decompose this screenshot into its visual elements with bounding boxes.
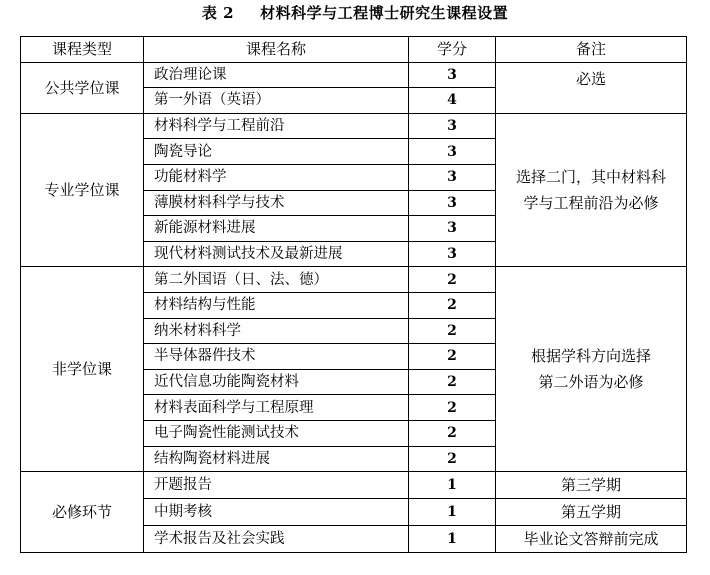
course-note: 第三学期 [496, 472, 687, 499]
table-row [21, 62, 687, 88]
course-name: 近代信息功能陶瓷材料 [144, 369, 409, 395]
course-name: 新能源材料进展 [144, 216, 409, 242]
course-category: 专业学位课 [21, 113, 144, 267]
table-number: 表 2 [201, 4, 235, 22]
course-table [20, 36, 687, 553]
table-row [21, 113, 687, 139]
course-credit: 2 [409, 318, 496, 344]
course-credit: 2 [409, 420, 496, 446]
course-name: 结构陶瓷材料进展 [144, 446, 409, 472]
course-note: 第五学期 [496, 499, 687, 526]
header-credit: 学分 [409, 37, 496, 63]
course-credit: 1 [409, 526, 496, 553]
note-line: 选择二门，其中材料科 [515, 168, 666, 187]
course-credit: 3 [409, 164, 496, 190]
course-note [496, 62, 687, 113]
course-name: 学术报告及社会实践 [144, 526, 409, 553]
table-body [21, 62, 687, 553]
note-line: 必选 [575, 69, 606, 88]
course-name: 陶瓷导论 [144, 139, 409, 165]
course-name: 薄膜材料科学与技术 [144, 190, 409, 216]
course-note [496, 267, 687, 472]
course-credit: 3 [409, 216, 496, 242]
course-name: 材料表面科学与工程原理 [144, 395, 409, 421]
course-credit: 2 [409, 267, 496, 293]
course-category: 公共学位课 [21, 62, 144, 113]
course-name: 材料结构与性能 [144, 292, 409, 318]
table-caption [0, 2, 710, 23]
course-name: 半导体器件技术 [144, 344, 409, 370]
header-course-type: 课程类型 [21, 37, 144, 63]
course-credit: 1 [409, 499, 496, 526]
note-line: 学与工程前沿为必修 [523, 194, 659, 213]
course-credit: 1 [409, 472, 496, 499]
course-credit: 3 [409, 241, 496, 267]
course-credit: 2 [409, 292, 496, 318]
course-credit: 3 [409, 62, 496, 88]
note-line: 根据学科方向选择 [530, 347, 651, 366]
header-course-name: 课程名称 [144, 37, 409, 63]
course-category: 非学位课 [21, 267, 144, 472]
course-name: 第一外语（英语） [144, 88, 409, 114]
course-name: 第二外国语（日、法、德） [144, 267, 409, 293]
course-name: 功能材料学 [144, 164, 409, 190]
table-title: 材料科学与工程博士研究生课程设置 [260, 4, 509, 22]
course-name: 现代材料测试技术及最新进展 [144, 241, 409, 267]
course-name: 材料科学与工程前沿 [144, 113, 409, 139]
course-credit: 3 [409, 113, 496, 139]
course-name: 中期考核 [144, 499, 409, 526]
course-credit: 2 [409, 369, 496, 395]
course-credit: 2 [409, 446, 496, 472]
course-credit: 3 [409, 139, 496, 165]
course-name: 电子陶瓷性能测试技术 [144, 420, 409, 446]
course-note: 毕业论文答辩前完成 [496, 526, 687, 553]
course-note [496, 113, 687, 267]
table-row [21, 267, 687, 293]
header-note: 备注 [496, 37, 687, 63]
note-line: 第二外语为必修 [538, 373, 644, 392]
course-credit: 3 [409, 190, 496, 216]
course-name: 开题报告 [144, 472, 409, 499]
course-category: 必修环节 [21, 472, 144, 553]
course-credit: 2 [409, 395, 496, 421]
course-credit: 4 [409, 88, 496, 114]
course-name: 政治理论课 [144, 62, 409, 88]
table-row [21, 472, 687, 499]
header-row [21, 37, 687, 63]
course-credit: 2 [409, 344, 496, 370]
course-name: 纳米材料科学 [144, 318, 409, 344]
